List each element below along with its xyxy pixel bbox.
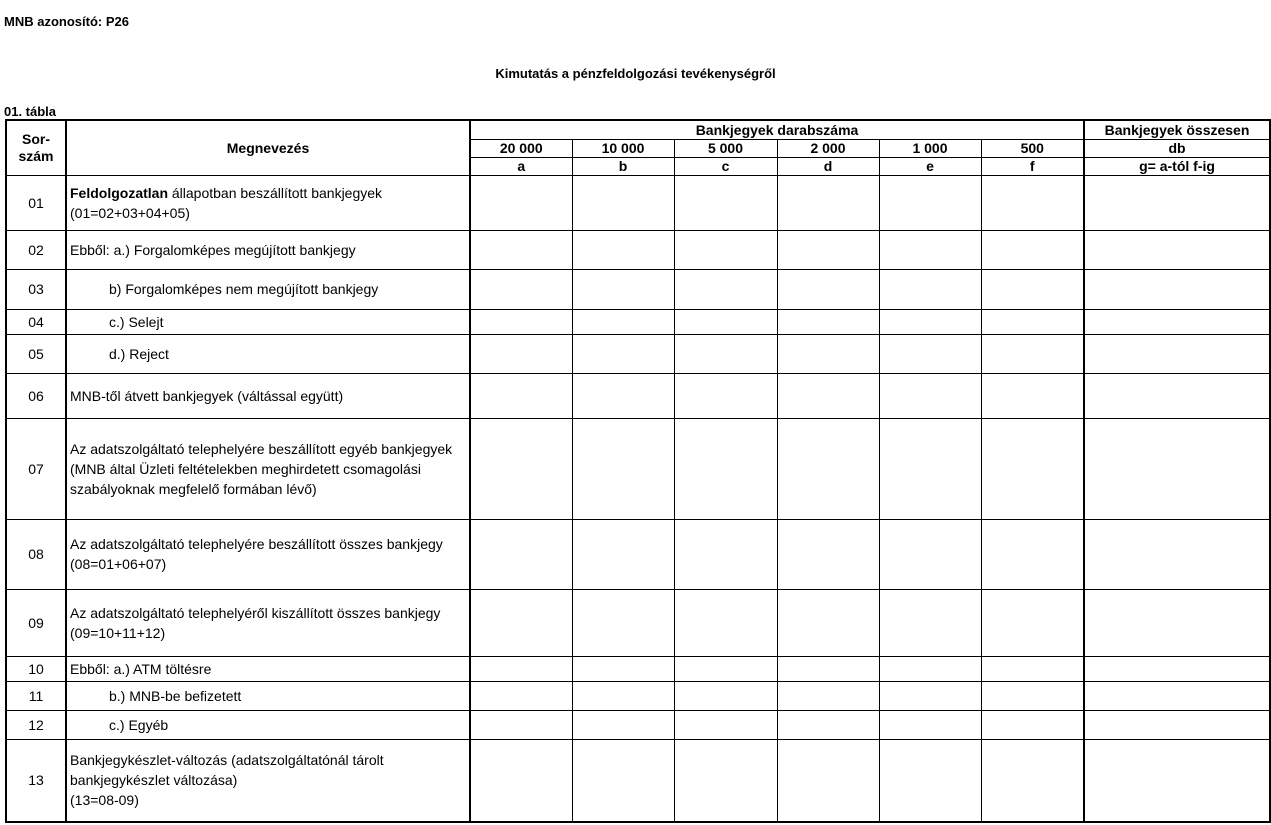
row-description-text: d.) Reject xyxy=(109,345,169,362)
value-cell[interactable] xyxy=(674,175,777,230)
row-description-text: c.) Selejt xyxy=(109,313,164,330)
value-cell[interactable] xyxy=(777,269,879,309)
value-cell[interactable] xyxy=(470,519,572,589)
row-description-text: b.) MNB-be befizetett xyxy=(109,687,242,704)
row-number: 02 xyxy=(6,230,66,269)
value-cell[interactable] xyxy=(777,418,879,519)
value-cell[interactable] xyxy=(879,269,981,309)
value-cell[interactable] xyxy=(1084,418,1270,519)
row-description xyxy=(66,710,470,739)
value-cell[interactable] xyxy=(879,519,981,589)
table-row xyxy=(6,309,1270,334)
row-description-text: Ebből: a.) ATM töltésre xyxy=(70,660,212,677)
megnevezes-header: Megnevezés xyxy=(66,120,470,175)
total-letter: g= a-tól f-ig xyxy=(1084,157,1270,175)
value-cell[interactable] xyxy=(674,269,777,309)
table-row xyxy=(6,739,1270,822)
value-cell[interactable] xyxy=(674,418,777,519)
row-description xyxy=(66,418,470,519)
value-cell[interactable] xyxy=(1084,739,1270,822)
value-cell[interactable] xyxy=(879,710,981,739)
value-cell[interactable] xyxy=(470,681,572,710)
value-cell[interactable] xyxy=(981,589,1084,656)
value-cell[interactable] xyxy=(674,334,777,373)
value-cell[interactable] xyxy=(674,373,777,418)
value-cell[interactable] xyxy=(981,334,1084,373)
row-description xyxy=(66,589,470,656)
row-description xyxy=(66,175,470,230)
value-cell[interactable] xyxy=(981,230,1084,269)
value-cell[interactable] xyxy=(674,710,777,739)
column-letter: a xyxy=(470,157,572,175)
table-row xyxy=(6,373,1270,418)
value-cell[interactable] xyxy=(674,309,777,334)
row-formula: (08=01+06+07) xyxy=(70,556,167,572)
row-description-text: Ebből: a.) Forgalomképes megújított bankjegy xyxy=(70,241,356,258)
value-cell[interactable] xyxy=(879,656,981,681)
value-cell[interactable] xyxy=(1084,373,1270,418)
value-cell[interactable] xyxy=(1084,230,1270,269)
value-cell[interactable] xyxy=(1084,681,1270,710)
value-cell[interactable] xyxy=(777,710,879,739)
value-cell[interactable] xyxy=(674,230,777,269)
table-row xyxy=(6,269,1270,309)
table-row xyxy=(6,710,1270,739)
value-cell[interactable] xyxy=(981,418,1084,519)
value-cell[interactable] xyxy=(879,373,981,418)
value-cell[interactable] xyxy=(470,656,572,681)
table-row xyxy=(6,681,1270,710)
value-cell[interactable] xyxy=(572,334,674,373)
value-cell[interactable] xyxy=(572,175,674,230)
value-cell[interactable] xyxy=(470,710,572,739)
value-cell[interactable] xyxy=(981,269,1084,309)
row-number: 01 xyxy=(6,175,66,230)
value-cell[interactable] xyxy=(572,739,674,822)
row-description-text: Az adatszolgáltató telephelyére beszállított összes bankjegy xyxy=(70,536,443,552)
table-row xyxy=(6,656,1270,681)
value-cell[interactable] xyxy=(572,309,674,334)
value-cell[interactable] xyxy=(572,656,674,681)
value-cell[interactable] xyxy=(1084,269,1270,309)
value-cell[interactable] xyxy=(777,373,879,418)
value-cell[interactable] xyxy=(572,519,674,589)
row-description-bold: Feldolgozatlan xyxy=(70,184,168,201)
row-number: 03 xyxy=(6,269,66,309)
row-description xyxy=(66,269,470,309)
value-cell[interactable] xyxy=(470,418,572,519)
row-description-text: állapotban beszállított bankjegyek xyxy=(168,184,383,201)
column-letter: e xyxy=(879,157,981,175)
row-description xyxy=(66,373,470,418)
table-row xyxy=(6,589,1270,656)
total-header: Bankjegyek összesen xyxy=(1084,120,1270,139)
value-cell[interactable] xyxy=(1084,656,1270,681)
row-number: 04 xyxy=(6,309,66,334)
value-cell[interactable] xyxy=(1084,309,1270,334)
value-cell[interactable] xyxy=(981,309,1084,334)
value-cell[interactable] xyxy=(1084,519,1270,589)
value-cell[interactable] xyxy=(470,175,572,230)
value-cell[interactable] xyxy=(777,175,879,230)
value-cell[interactable] xyxy=(674,589,777,656)
column-letter: d xyxy=(777,157,879,175)
value-cell[interactable] xyxy=(981,519,1084,589)
mnb-id-label: MNB azonosító: P26 xyxy=(4,14,129,29)
value-cell[interactable] xyxy=(470,309,572,334)
row-number: 10 xyxy=(6,656,66,681)
sorszam-header: Sor- szám xyxy=(6,120,66,175)
denom-header: 5 000 xyxy=(674,139,777,157)
row-number: 08 xyxy=(6,519,66,589)
denom-header: 2 000 xyxy=(777,139,879,157)
row-description-text: c.) Egyéb xyxy=(109,716,169,733)
value-cell[interactable] xyxy=(1084,175,1270,230)
row-description-text: b) Forgalomképes nem megújított bankjegy xyxy=(109,281,379,297)
value-cell[interactable] xyxy=(777,681,879,710)
value-cell[interactable] xyxy=(777,519,879,589)
row-description xyxy=(66,334,470,373)
row-number: 09 xyxy=(6,589,66,656)
value-cell[interactable] xyxy=(470,269,572,309)
table-row xyxy=(6,334,1270,373)
value-cell[interactable] xyxy=(981,373,1084,418)
total-unit-header: db xyxy=(1084,139,1270,157)
column-letter: b xyxy=(572,157,674,175)
value-cell[interactable] xyxy=(572,269,674,309)
value-cell[interactable] xyxy=(981,681,1084,710)
table-row xyxy=(6,230,1270,269)
row-description xyxy=(66,309,470,334)
value-cell[interactable] xyxy=(879,739,981,822)
denom-header: 20 000 xyxy=(470,139,572,157)
value-cell[interactable] xyxy=(981,175,1084,230)
value-cell[interactable] xyxy=(572,589,674,656)
value-cell[interactable] xyxy=(879,418,981,519)
row-number: 07 xyxy=(6,418,66,519)
value-cell[interactable] xyxy=(1084,589,1270,656)
value-cell[interactable] xyxy=(777,589,879,656)
row-number: 05 xyxy=(6,334,66,373)
table-label: 01. tábla xyxy=(4,104,57,119)
value-cell[interactable] xyxy=(777,656,879,681)
value-cell[interactable] xyxy=(777,309,879,334)
value-cell[interactable] xyxy=(572,710,674,739)
row-description xyxy=(66,656,470,681)
value-cell[interactable] xyxy=(777,334,879,373)
value-cell[interactable] xyxy=(572,373,674,418)
value-cell[interactable] xyxy=(879,334,981,373)
row-description xyxy=(66,739,470,822)
value-cell[interactable] xyxy=(879,175,981,230)
value-cell[interactable] xyxy=(1084,710,1270,739)
page-title: Kimutatás a pénzfeldolgozási tevékenységről xyxy=(495,66,776,81)
value-cell[interactable] xyxy=(470,589,572,656)
row-number: 06 xyxy=(6,373,66,418)
row-description xyxy=(66,230,470,269)
denom-header: 10 000 xyxy=(572,139,674,157)
denom-header: 500 xyxy=(981,139,1084,157)
value-cell[interactable] xyxy=(879,681,981,710)
value-cell[interactable] xyxy=(674,681,777,710)
value-cell[interactable] xyxy=(1084,334,1270,373)
row-formula: (09=10+11+12) xyxy=(70,624,166,641)
value-cell[interactable] xyxy=(879,589,981,656)
table-row xyxy=(6,519,1270,589)
row-description-text: Az adatszolgáltató telephelyére beszállított egyéb bankjegyek (MNB által Üzleti feltételekben meghirdetett csomagolási szabályoknak megfelelő formában lévő) xyxy=(70,440,453,497)
group-header: Bankjegyek darabszáma xyxy=(470,120,1084,139)
value-cell[interactable] xyxy=(777,739,879,822)
value-cell[interactable] xyxy=(674,519,777,589)
row-number: 12 xyxy=(6,710,66,739)
row-description xyxy=(66,681,470,710)
column-letter: c xyxy=(674,157,777,175)
value-cell[interactable] xyxy=(879,309,981,334)
row-number: 11 xyxy=(6,681,66,710)
denom-header: 1 000 xyxy=(879,139,981,157)
data-table xyxy=(5,119,1271,823)
row-formula: (13=08-09) xyxy=(70,792,139,809)
value-cell[interactable] xyxy=(572,230,674,269)
column-letter: f xyxy=(981,157,1084,175)
value-cell[interactable] xyxy=(572,681,674,710)
value-cell[interactable] xyxy=(981,739,1084,822)
value-cell[interactable] xyxy=(981,656,1084,681)
value-cell[interactable] xyxy=(470,739,572,822)
value-cell[interactable] xyxy=(674,656,777,681)
row-description xyxy=(66,519,470,589)
value-cell[interactable] xyxy=(981,710,1084,739)
table-row xyxy=(6,418,1270,519)
value-cell[interactable] xyxy=(470,373,572,418)
row-description-text: Bankjegykészlet-változás (adatszolgáltatónál tárolt bankjegykészlet változása) xyxy=(70,752,384,789)
value-cell[interactable] xyxy=(470,230,572,269)
row-formula: (01=02+03+04+05) xyxy=(70,204,190,221)
value-cell[interactable] xyxy=(572,418,674,519)
row-description-text: MNB-től átvett bankjegyek (váltással együtt) xyxy=(70,387,344,404)
value-cell[interactable] xyxy=(470,334,572,373)
value-cell[interactable] xyxy=(777,230,879,269)
value-cell[interactable] xyxy=(879,230,981,269)
table-row xyxy=(6,175,1270,230)
value-cell[interactable] xyxy=(674,739,777,822)
row-description-text: Az adatszolgáltató telephelyéről kiszállított összes bankjegy xyxy=(70,604,441,621)
row-number: 13 xyxy=(6,739,66,822)
